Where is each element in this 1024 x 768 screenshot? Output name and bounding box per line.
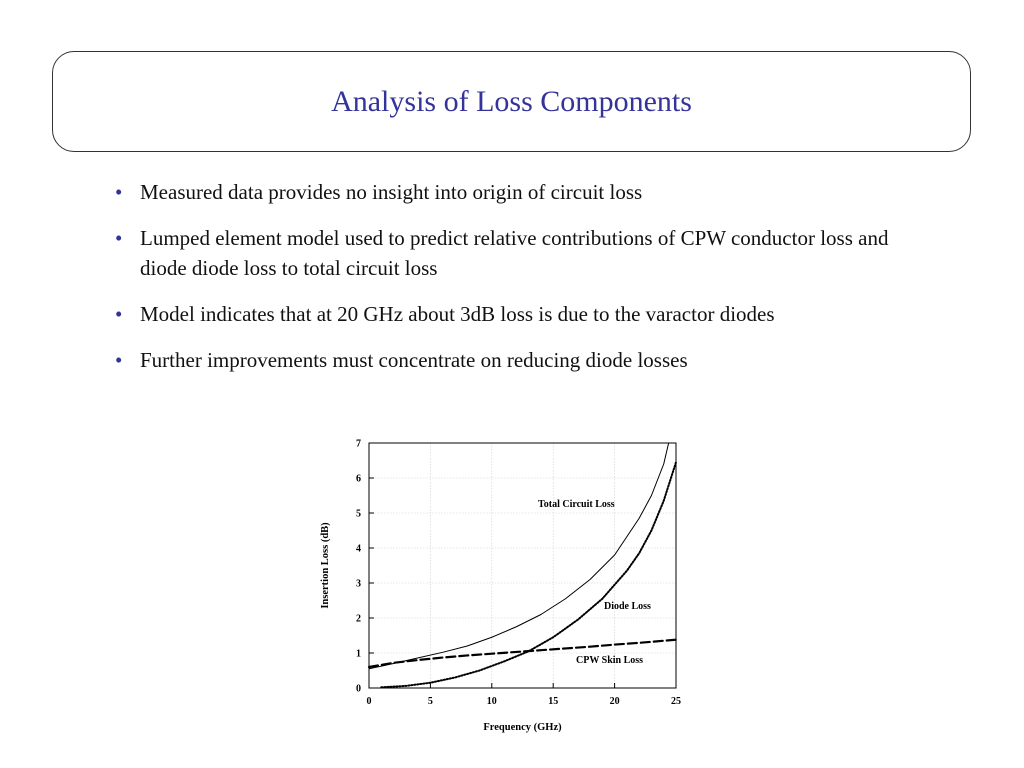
bullet-item — [113, 345, 913, 375]
chart-lines — [369, 443, 676, 687]
bullet-text: Further improvements must concentrate on reducing diode losses — [140, 348, 688, 372]
bullet-icon: • — [115, 348, 123, 372]
bullet-text: Lumped element model used to predict relative contributions of CPW conductor loss and diode diode loss to total circuit loss — [140, 226, 889, 280]
bullet-icon: • — [115, 302, 123, 326]
bullet-item — [113, 177, 913, 207]
bullet-item — [113, 299, 913, 329]
x-tick-label: 25 — [671, 696, 681, 707]
bullet-icon: • — [115, 226, 123, 250]
y-tick-label: 6 — [356, 473, 361, 485]
x-tick-label: 10 — [486, 696, 497, 707]
x-axis-label: Frequency (GHz) — [483, 722, 562, 733]
annotation-cpw-skin-loss: CPW Skin Loss — [576, 655, 644, 666]
y-tick-label: 2 — [356, 613, 361, 625]
slide-title: Analysis of Loss Components — [331, 84, 692, 118]
bullet-text: Model indicates that at 20 GHz about 3dB loss is due to the varactor diodes — [140, 302, 775, 326]
y-tick-label: 1 — [356, 648, 361, 660]
x-tick-label: 0 — [366, 696, 372, 707]
y-tick-label: 0 — [356, 683, 361, 695]
y-tick-label: 5 — [356, 508, 361, 520]
annotation-diode-loss: Diode Loss — [604, 601, 651, 612]
series-line-diode-loss — [381, 462, 676, 687]
bullet-item — [113, 223, 913, 283]
x-tick-label: 20 — [609, 696, 620, 707]
y-tick-label: 4 — [356, 543, 361, 555]
chart-annotations — [538, 499, 651, 666]
bullet-text: Measured data provides no insight into origin of circuit loss — [140, 180, 643, 204]
insertion-loss-chart — [300, 425, 710, 745]
y-tick-label: 3 — [356, 578, 361, 590]
series-line-total-circuit-loss — [369, 443, 669, 669]
y-tick-label: 7 — [356, 438, 361, 450]
y-axis-label: Insertion Loss (dB) — [320, 522, 331, 609]
title-box — [52, 51, 971, 152]
chart-ticks — [356, 439, 681, 708]
bullet-icon: • — [115, 180, 123, 204]
x-tick-label: 5 — [427, 696, 433, 707]
x-tick-label: 15 — [548, 696, 559, 707]
bullet-list — [113, 177, 913, 391]
annotation-total-circuit-loss: Total Circuit Loss — [538, 499, 615, 510]
